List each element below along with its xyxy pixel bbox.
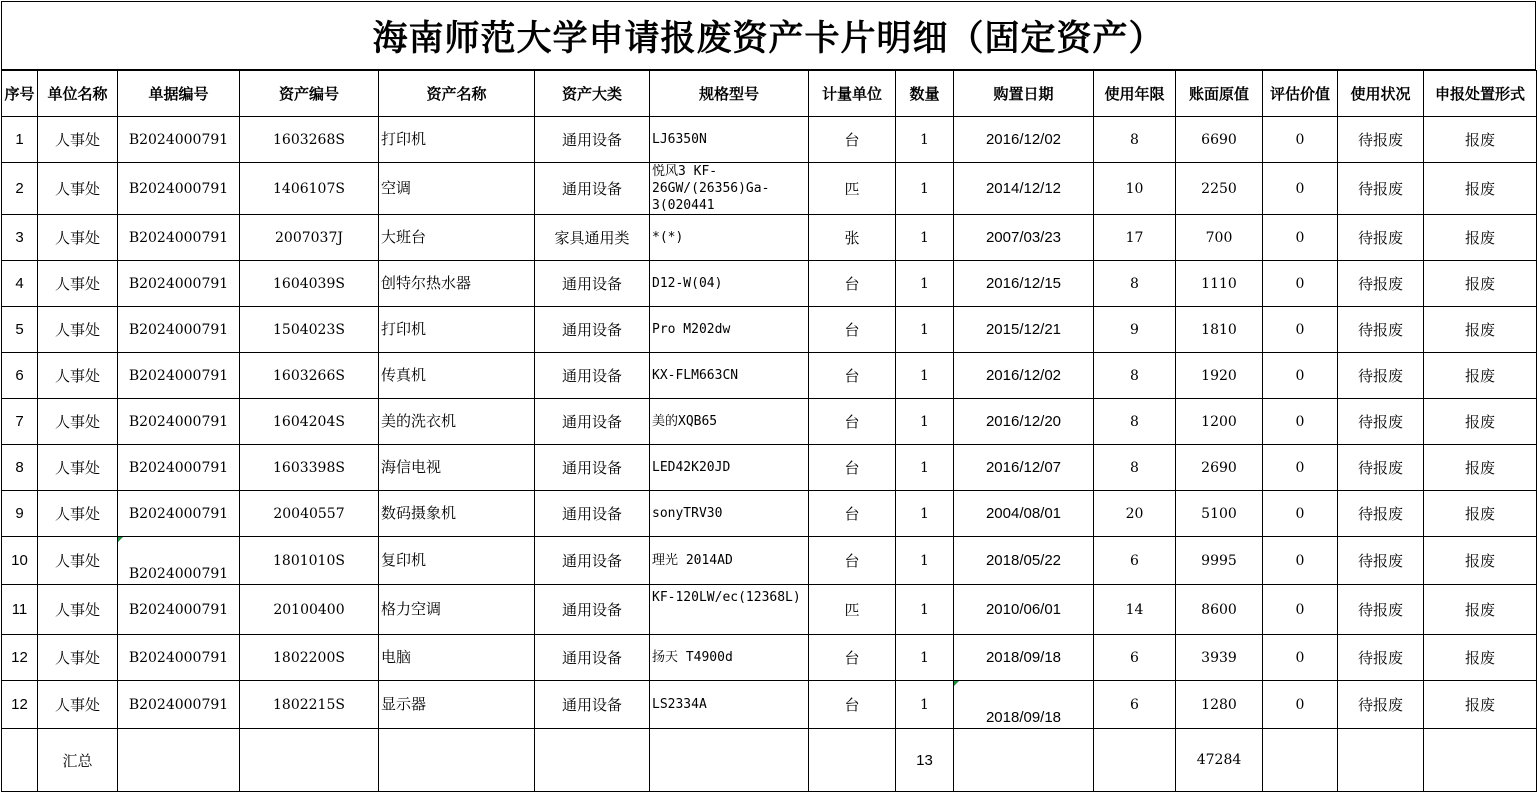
cell-category[interactable]: 通用设备 <box>535 307 650 353</box>
cell-seq[interactable]: 11 <box>2 585 38 635</box>
cell-qty[interactable]: 1 <box>896 445 954 491</box>
cell-eval-value[interactable]: 0 <box>1263 261 1338 307</box>
cell-asset-name[interactable]: 电脑 <box>379 635 535 681</box>
cell-disposal[interactable]: 报废 <box>1424 537 1537 585</box>
header-cell[interactable]: 使用年限 <box>1094 71 1176 117</box>
table-row <box>2 635 1537 681</box>
header-cell[interactable]: 序号 <box>2 71 38 117</box>
cell-asset-no[interactable]: 20100400 <box>240 585 379 635</box>
summary-cell[interactable] <box>1094 729 1176 792</box>
cell-unit[interactable]: 人事处 <box>38 681 118 729</box>
cell-eval-value[interactable]: 0 <box>1263 491 1338 537</box>
cell-doc-no[interactable]: B2024000791 <box>118 163 240 215</box>
table-row <box>2 537 1537 585</box>
cell-spec[interactable]: LS2334A <box>650 681 809 729</box>
cell-qty[interactable]: 1 <box>896 681 954 729</box>
cell-asset-no[interactable]: 1801010S <box>240 537 379 585</box>
cell-status[interactable]: 待报废 <box>1338 215 1424 261</box>
cell-book-value[interactable]: 8600 <box>1176 585 1263 635</box>
cell-measure-unit[interactable]: 台 <box>809 681 896 729</box>
cell-asset-no[interactable]: 1604204S <box>240 399 379 445</box>
cell-asset-no[interactable]: 2007037J <box>240 215 379 261</box>
cell-book-value[interactable]: 2690 <box>1176 445 1263 491</box>
cell-book-value[interactable]: 1920 <box>1176 353 1263 399</box>
table-row <box>2 399 1537 445</box>
table-row <box>2 585 1537 635</box>
cell-qty[interactable]: 1 <box>896 585 954 635</box>
cell-asset-name[interactable]: 海信电视 <box>379 445 535 491</box>
cell-purchase-date[interactable]: 2015/12/21 <box>954 307 1094 353</box>
table-row <box>2 445 1537 491</box>
cell-disposal[interactable]: 报废 <box>1424 585 1537 635</box>
table-row <box>2 353 1537 399</box>
cell-status[interactable]: 待报废 <box>1338 681 1424 729</box>
cell-disposal[interactable]: 报废 <box>1424 491 1537 537</box>
summary-cell[interactable] <box>2 729 38 792</box>
cell-category[interactable]: 通用设备 <box>535 537 650 585</box>
table-row <box>2 681 1537 729</box>
cell-category[interactable]: 通用设备 <box>535 635 650 681</box>
summary-label[interactable]: 汇总 <box>38 729 118 792</box>
cell-asset-no[interactable]: 1603268S <box>240 117 379 163</box>
cell-book-value[interactable]: 5100 <box>1176 491 1263 537</box>
cell-disposal[interactable]: 报废 <box>1424 399 1537 445</box>
cell-book-value[interactable]: 6690 <box>1176 117 1263 163</box>
cell-book-value[interactable]: 3939 <box>1176 635 1263 681</box>
cell-doc-no[interactable]: B2024000791 <box>118 399 240 445</box>
cell-measure-unit[interactable]: 台 <box>809 117 896 163</box>
cell-doc-no[interactable]: B2024000791 <box>118 635 240 681</box>
cell-years[interactable]: 17 <box>1094 215 1176 261</box>
cell-qty[interactable]: 1 <box>896 491 954 537</box>
cell-spec[interactable]: KF-120LW/ec(12368L) <box>650 585 809 635</box>
cell-measure-unit[interactable]: 台 <box>809 635 896 681</box>
cell-status[interactable]: 待报废 <box>1338 635 1424 681</box>
cell-eval-value[interactable]: 0 <box>1263 635 1338 681</box>
cell-eval-value[interactable]: 0 <box>1263 585 1338 635</box>
cell-qty[interactable]: 1 <box>896 537 954 585</box>
cell-unit[interactable]: 人事处 <box>38 445 118 491</box>
cell-unit[interactable]: 人事处 <box>38 117 118 163</box>
cell-purchase-date[interactable]: 2007/03/23 <box>954 215 1094 261</box>
summary-cell[interactable] <box>954 729 1094 792</box>
cell-unit[interactable]: 人事处 <box>38 635 118 681</box>
cell-status[interactable]: 待报废 <box>1338 585 1424 635</box>
cell-spec[interactable]: 美的XQB65 <box>650 399 809 445</box>
cell-asset-name[interactable]: 格力空调 <box>379 585 535 635</box>
cell-unit[interactable]: 人事处 <box>38 261 118 307</box>
comment-marker-icon <box>954 681 959 686</box>
summary-value[interactable]: 47284 <box>1176 729 1263 792</box>
cell-measure-unit[interactable]: 台 <box>809 261 896 307</box>
cell-unit[interactable]: 人事处 <box>38 585 118 635</box>
header-cell[interactable]: 评估价值 <box>1263 71 1338 117</box>
cell-qty[interactable]: 1 <box>896 261 954 307</box>
summary-row <box>2 729 1537 792</box>
cell-book-value[interactable]: 9995 <box>1176 537 1263 585</box>
cell-category[interactable]: 通用设备 <box>535 445 650 491</box>
cell-spec[interactable]: 理光 2014AD <box>650 537 809 585</box>
cell-seq[interactable]: 5 <box>2 307 38 353</box>
cell-unit[interactable]: 人事处 <box>38 399 118 445</box>
cell-years[interactable]: 6 <box>1094 635 1176 681</box>
cell-qty[interactable]: 1 <box>896 307 954 353</box>
cell-qty[interactable]: 1 <box>896 117 954 163</box>
header-cell[interactable]: 单据编号 <box>118 71 240 117</box>
cell-years[interactable]: 20 <box>1094 491 1176 537</box>
cell-purchase-date[interactable]: 2016/12/15 <box>954 261 1094 307</box>
cell-eval-value[interactable]: 0 <box>1263 163 1338 215</box>
cell-seq[interactable]: 1 <box>2 117 38 163</box>
cell-asset-name[interactable]: 复印机 <box>379 537 535 585</box>
cell-purchase-date[interactable]: 2018/09/18 <box>954 635 1094 681</box>
cell-disposal[interactable]: 报废 <box>1424 307 1537 353</box>
cell-purchase-date[interactable]: 2018/09/18 <box>954 681 1094 729</box>
cell-asset-name[interactable]: 打印机 <box>379 307 535 353</box>
cell-category[interactable]: 通用设备 <box>535 353 650 399</box>
cell-category[interactable]: 通用设备 <box>535 261 650 307</box>
cell-seq[interactable]: 4 <box>2 261 38 307</box>
cell-eval-value[interactable]: 0 <box>1263 681 1338 729</box>
cell-doc-no[interactable]: B2024000791 <box>118 537 240 585</box>
cell-book-value[interactable]: 2250 <box>1176 163 1263 215</box>
cell-seq[interactable]: 12 <box>2 681 38 729</box>
cell-category[interactable]: 通用设备 <box>535 585 650 635</box>
cell-eval-value[interactable]: 0 <box>1263 353 1338 399</box>
cell-qty[interactable]: 1 <box>896 635 954 681</box>
cell-measure-unit[interactable]: 台 <box>809 307 896 353</box>
cell-qty[interactable]: 1 <box>896 163 954 215</box>
page-title: 海南师范大学申请报废资产卡片明细（固定资产） <box>372 17 1165 59</box>
cell-disposal[interactable]: 报废 <box>1424 635 1537 681</box>
cell-doc-no[interactable]: B2024000791 <box>118 261 240 307</box>
cell-category[interactable]: 通用设备 <box>535 399 650 445</box>
cell-years[interactable]: 8 <box>1094 399 1176 445</box>
cell-doc-no[interactable]: B2024000791 <box>118 491 240 537</box>
cell-asset-no[interactable]: 1406107S <box>240 163 379 215</box>
cell-measure-unit[interactable]: 台 <box>809 445 896 491</box>
cell-seq[interactable]: 9 <box>2 491 38 537</box>
cell-purchase-date[interactable]: 2016/12/02 <box>954 353 1094 399</box>
cell-spec[interactable]: LED42K20JD <box>650 445 809 491</box>
cell-doc-no[interactable]: B2024000791 <box>118 117 240 163</box>
header-cell[interactable]: 购置日期 <box>954 71 1094 117</box>
asset-table <box>1 70 1537 792</box>
summary-cell[interactable] <box>240 729 379 792</box>
cell-category[interactable]: 通用设备 <box>535 681 650 729</box>
cell-book-value[interactable]: 700 <box>1176 215 1263 261</box>
cell-asset-no[interactable]: 1603398S <box>240 445 379 491</box>
cell-asset-name[interactable]: 传真机 <box>379 353 535 399</box>
cell-spec[interactable]: KX-FLM663CN <box>650 353 809 399</box>
summary-cell[interactable] <box>809 729 896 792</box>
header-cell[interactable]: 资产名称 <box>379 71 535 117</box>
cell-status[interactable]: 待报废 <box>1338 117 1424 163</box>
cell-eval-value[interactable]: 0 <box>1263 399 1338 445</box>
cell-category[interactable]: 通用设备 <box>535 491 650 537</box>
cell-measure-unit[interactable]: 台 <box>809 491 896 537</box>
cell-asset-no[interactable]: 1802200S <box>240 635 379 681</box>
cell-seq[interactable]: 3 <box>2 215 38 261</box>
summary-cell[interactable] <box>535 729 650 792</box>
cell-disposal[interactable]: 报废 <box>1424 117 1537 163</box>
cell-years[interactable]: 8 <box>1094 445 1176 491</box>
cell-asset-no[interactable]: 1604039S <box>240 261 379 307</box>
cell-spec[interactable]: D12-W(04) <box>650 261 809 307</box>
cell-years[interactable]: 14 <box>1094 585 1176 635</box>
header-cell[interactable]: 数量 <box>896 71 954 117</box>
cell-purchase-date[interactable]: 2016/12/07 <box>954 445 1094 491</box>
cell-disposal[interactable]: 报废 <box>1424 445 1537 491</box>
cell-purchase-date[interactable]: 2004/08/01 <box>954 491 1094 537</box>
table-row <box>2 261 1537 307</box>
cell-measure-unit[interactable]: 匹 <box>809 585 896 635</box>
cell-purchase-date[interactable]: 2014/12/12 <box>954 163 1094 215</box>
cell-disposal[interactable]: 报废 <box>1424 215 1537 261</box>
cell-spec[interactable]: sonyTRV30 <box>650 491 809 537</box>
cell-status[interactable]: 待报废 <box>1338 163 1424 215</box>
header-cell[interactable]: 申报处置形式 <box>1424 71 1537 117</box>
cell-eval-value[interactable]: 0 <box>1263 307 1338 353</box>
summary-cell[interactable] <box>1424 729 1537 792</box>
header-cell[interactable]: 使用状况 <box>1338 71 1424 117</box>
cell-spec[interactable]: 扬天 T4900d <box>650 635 809 681</box>
cell-disposal[interactable]: 报废 <box>1424 681 1537 729</box>
cell-unit[interactable]: 人事处 <box>38 353 118 399</box>
table-row <box>2 491 1537 537</box>
header-row <box>2 71 1537 117</box>
table-row <box>2 163 1537 215</box>
cell-measure-unit[interactable]: 台 <box>809 399 896 445</box>
summary-qty[interactable]: 13 <box>896 729 954 792</box>
cell-doc-no[interactable]: B2024000791 <box>118 215 240 261</box>
cell-years[interactable]: 10 <box>1094 163 1176 215</box>
cell-years[interactable]: 6 <box>1094 681 1176 729</box>
cell-category[interactable]: 通用设备 <box>535 117 650 163</box>
table-body <box>2 117 1537 729</box>
cell-asset-name[interactable]: 显示器 <box>379 681 535 729</box>
cell-status[interactable]: 待报废 <box>1338 353 1424 399</box>
cell-disposal[interactable]: 报废 <box>1424 353 1537 399</box>
cell-doc-no[interactable]: B2024000791 <box>118 307 240 353</box>
cell-seq[interactable]: 2 <box>2 163 38 215</box>
summary-cell[interactable] <box>118 729 240 792</box>
header-cell[interactable]: 单位名称 <box>38 71 118 117</box>
cell-measure-unit[interactable]: 张 <box>809 215 896 261</box>
cell-eval-value[interactable]: 0 <box>1263 537 1338 585</box>
cell-book-value[interactable]: 1110 <box>1176 261 1263 307</box>
cell-asset-name[interactable]: 打印机 <box>379 117 535 163</box>
cell-seq[interactable]: 10 <box>2 537 38 585</box>
cell-asset-no[interactable]: 20040557 <box>240 491 379 537</box>
header-cell[interactable]: 资产大类 <box>535 71 650 117</box>
cell-asset-name[interactable]: 美的洗衣机 <box>379 399 535 445</box>
cell-seq[interactable]: 8 <box>2 445 38 491</box>
cell-doc-no[interactable]: B2024000791 <box>118 353 240 399</box>
cell-eval-value[interactable]: 0 <box>1263 445 1338 491</box>
cell-measure-unit[interactable]: 匹 <box>809 163 896 215</box>
cell-unit[interactable]: 人事处 <box>38 307 118 353</box>
cell-years[interactable]: 8 <box>1094 353 1176 399</box>
summary-cell[interactable] <box>1338 729 1424 792</box>
cell-purchase-date[interactable]: 2010/06/01 <box>954 585 1094 635</box>
cell-measure-unit[interactable]: 台 <box>809 537 896 585</box>
cell-qty[interactable]: 1 <box>896 215 954 261</box>
cell-unit[interactable]: 人事处 <box>38 215 118 261</box>
cell-disposal[interactable]: 报废 <box>1424 261 1537 307</box>
header-cell[interactable]: 计量单位 <box>809 71 896 117</box>
cell-book-value[interactable]: 1810 <box>1176 307 1263 353</box>
cell-years[interactable]: 8 <box>1094 117 1176 163</box>
cell-asset-name[interactable]: 空调 <box>379 163 535 215</box>
cell-doc-no[interactable]: B2024000791 <box>118 585 240 635</box>
title-cell[interactable] <box>1 1 1536 70</box>
cell-book-value[interactable]: 1280 <box>1176 681 1263 729</box>
cell-status[interactable]: 待报废 <box>1338 491 1424 537</box>
cell-eval-value[interactable]: 0 <box>1263 117 1338 163</box>
cell-status[interactable]: 待报废 <box>1338 307 1424 353</box>
header-cell[interactable]: 账面原值 <box>1176 71 1263 117</box>
cell-years[interactable]: 9 <box>1094 307 1176 353</box>
cell-purchase-date[interactable]: 2018/05/22 <box>954 537 1094 585</box>
cell-asset-no[interactable]: 1603266S <box>240 353 379 399</box>
summary-cell[interactable] <box>1263 729 1338 792</box>
cell-purchase-date[interactable]: 2016/12/20 <box>954 399 1094 445</box>
table-row <box>2 215 1537 261</box>
cell-years[interactable]: 6 <box>1094 537 1176 585</box>
cell-spec[interactable]: LJ6350N <box>650 117 809 163</box>
cell-doc-no[interactable]: B2024000791 <box>118 445 240 491</box>
cell-unit[interactable]: 人事处 <box>38 537 118 585</box>
cell-status[interactable]: 待报废 <box>1338 445 1424 491</box>
cell-eval-value[interactable]: 0 <box>1263 215 1338 261</box>
cell-seq[interactable]: 6 <box>2 353 38 399</box>
cell-doc-no[interactable]: B2024000791 <box>118 681 240 729</box>
comment-marker-icon <box>118 537 123 542</box>
summary-cell[interactable] <box>650 729 809 792</box>
cell-seq[interactable]: 12 <box>2 635 38 681</box>
header-cell[interactable]: 资产编号 <box>240 71 379 117</box>
cell-seq[interactable]: 7 <box>2 399 38 445</box>
summary-cell[interactable] <box>379 729 535 792</box>
cell-unit[interactable]: 人事处 <box>38 491 118 537</box>
cell-asset-no[interactable]: 1802215S <box>240 681 379 729</box>
cell-qty[interactable]: 1 <box>896 399 954 445</box>
table-row <box>2 307 1537 353</box>
cell-category[interactable]: 家具通用类 <box>535 215 650 261</box>
cell-asset-name[interactable]: 大班台 <box>379 215 535 261</box>
cell-status[interactable]: 待报废 <box>1338 399 1424 445</box>
cell-qty[interactable]: 1 <box>896 353 954 399</box>
cell-spec[interactable]: Pro M202dw <box>650 307 809 353</box>
cell-measure-unit[interactable]: 台 <box>809 353 896 399</box>
cell-years[interactable]: 8 <box>1094 261 1176 307</box>
cell-asset-name[interactable]: 数码摄象机 <box>379 491 535 537</box>
cell-purchase-date[interactable]: 2016/12/02 <box>954 117 1094 163</box>
cell-spec[interactable]: 悦风3 KF-26GW/(26356)Ga-3(020441 <box>650 163 809 215</box>
header-cell[interactable]: 规格型号 <box>650 71 809 117</box>
cell-spec[interactable]: *(*) <box>650 215 809 261</box>
cell-disposal[interactable]: 报废 <box>1424 163 1537 215</box>
cell-unit[interactable]: 人事处 <box>38 163 118 215</box>
cell-status[interactable]: 待报废 <box>1338 261 1424 307</box>
cell-status[interactable]: 待报废 <box>1338 537 1424 585</box>
cell-book-value[interactable]: 1200 <box>1176 399 1263 445</box>
cell-asset-name[interactable]: 创特尔热水器 <box>379 261 535 307</box>
table-row <box>2 117 1537 163</box>
cell-category[interactable]: 通用设备 <box>535 163 650 215</box>
cell-asset-no[interactable]: 1504023S <box>240 307 379 353</box>
